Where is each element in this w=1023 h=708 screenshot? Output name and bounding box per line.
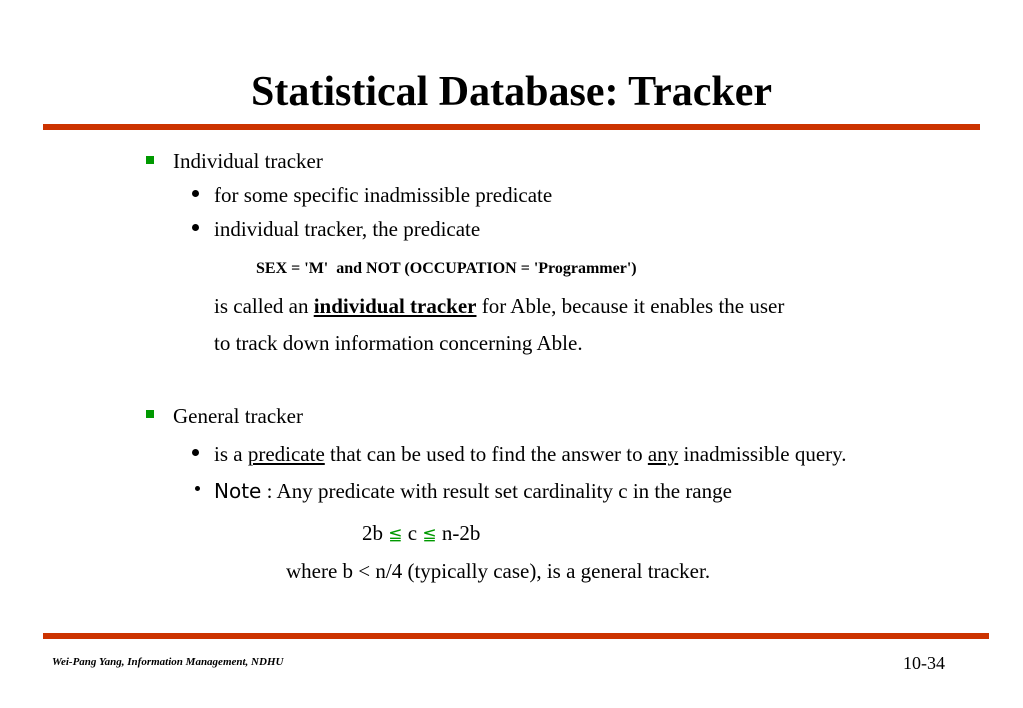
text-fragment: is a <box>214 442 248 466</box>
square-bullet-icon <box>146 410 154 418</box>
text-fragment: n-2b <box>436 521 481 545</box>
bottom-divider <box>43 633 989 639</box>
text-fragment: for Able, because it enables the user <box>476 294 785 318</box>
bullet-specific-predicate: for some specific inadmissible predicate <box>214 183 553 207</box>
term-individual-tracker: individual tracker <box>313 294 477 318</box>
predicate-expression: SEX = 'M' and NOT (OCCUPATION = 'Programmer') <box>256 260 637 277</box>
cardinality-range <box>362 520 480 548</box>
general-tracker-definition <box>214 441 847 467</box>
text-fragment: that can be used to find the answer to <box>324 442 648 466</box>
note-line <box>214 478 732 504</box>
text-fragment: c <box>402 521 423 545</box>
page-number: 10-34 <box>903 653 945 673</box>
leq-symbol: ≦ <box>422 525 437 545</box>
text-fragment: inadmissible query. <box>678 442 847 466</box>
leq-symbol: ≦ <box>388 525 403 545</box>
term-predicate: predicate <box>247 442 325 466</box>
square-bullet-icon <box>146 156 154 164</box>
term-any: any <box>647 442 679 466</box>
individual-tracker-explanation <box>214 293 784 319</box>
top-divider <box>43 124 980 130</box>
section-heading-individual-tracker: Individual tracker <box>173 149 323 173</box>
section-heading-general-tracker: General tracker <box>173 404 303 428</box>
round-bullet-icon <box>195 486 200 491</box>
footer-author: Wei-Pang Yang, Information Management, NDHU <box>52 656 284 668</box>
round-bullet-icon <box>192 224 199 231</box>
round-bullet-icon <box>192 190 199 197</box>
round-bullet-icon <box>192 449 199 456</box>
slide-title: Statistical Database: Tracker <box>250 69 773 115</box>
bullet-individual-tracker-predicate: individual tracker, the predicate <box>214 217 481 241</box>
text-fragment: 2b <box>362 521 389 545</box>
text-fragment: is called an <box>214 294 314 318</box>
note-label: Note <box>214 479 262 503</box>
text-fragment: : <box>261 479 277 503</box>
text-fragment: Any predicate with result set cardinality c in the range <box>276 479 732 503</box>
individual-tracker-explanation-cont: to track down information concerning Able. <box>214 331 583 355</box>
where-condition: where b < n/4 (typically case), is a general tracker. <box>286 559 711 583</box>
